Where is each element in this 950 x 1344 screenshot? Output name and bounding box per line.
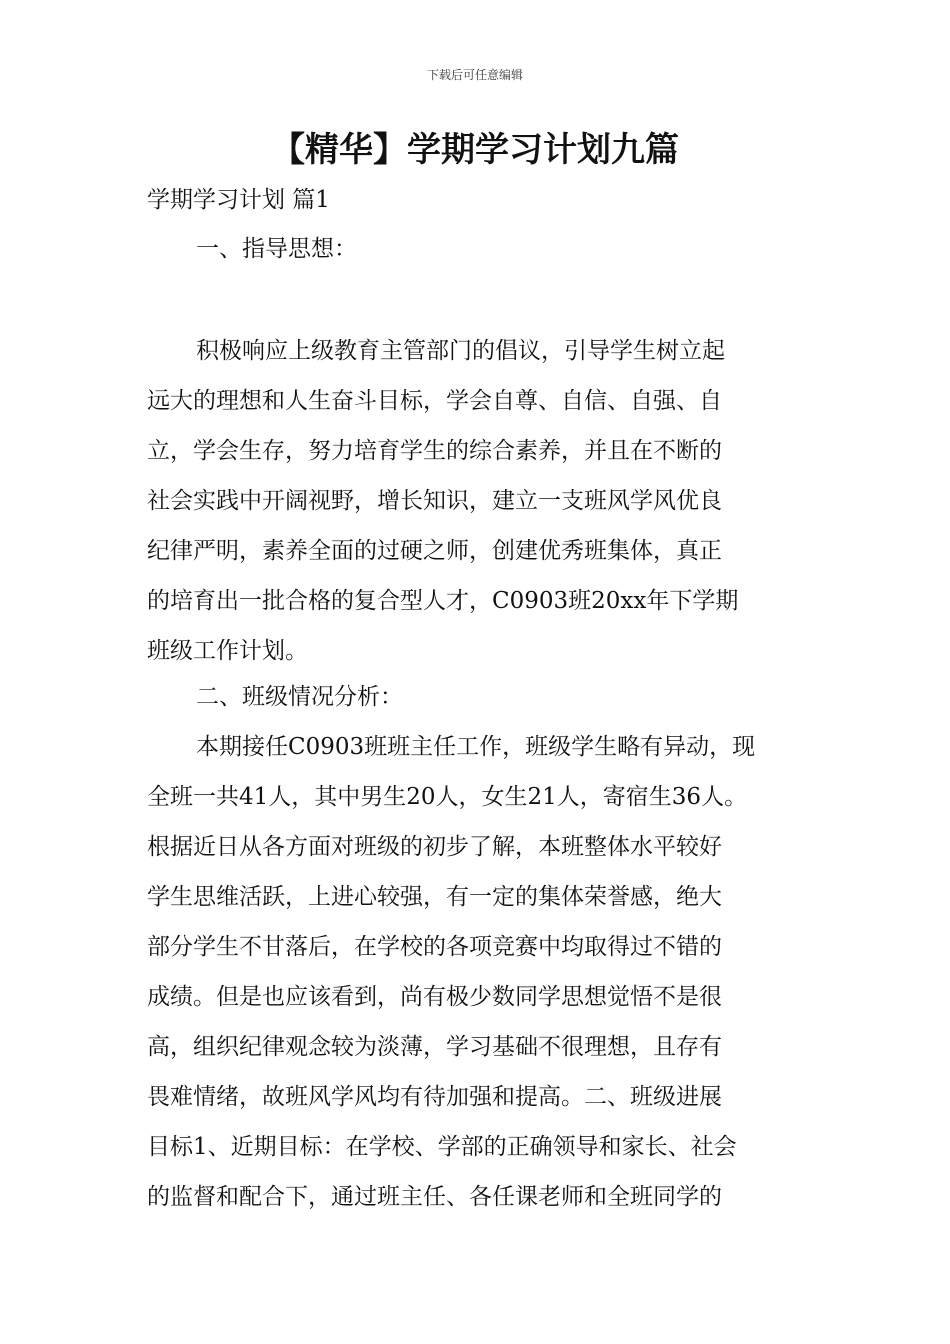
paragraph-line: 社会实践中开阔视野，增长知识，建立一支班风学风优良 bbox=[147, 488, 722, 514]
paragraph-line: 成绩。但是也应该看到，尚有极少数同学思想觉悟不是很 bbox=[147, 984, 722, 1010]
paragraph-line: 远大的理想和人生奋斗目标，学会自尊、自信、自强、自 bbox=[147, 388, 722, 414]
paragraph-guiding-ideology bbox=[147, 326, 807, 676]
document-title: 【精华】学期学习计划九篇 bbox=[271, 130, 679, 170]
paragraph-line: 班级工作计划。 bbox=[147, 638, 308, 664]
paragraph-line: 的监督和配合下，通过班主任、各任课老师和全班同学的 bbox=[147, 1184, 722, 1210]
section-subtitle: 学期学习计划 篇1 bbox=[147, 187, 330, 213]
heading-guiding-ideology: 一、指导思想： bbox=[196, 236, 357, 262]
paragraph-line: 高，组织纪律观念较为淡薄，学习基础不很理想，且存有 bbox=[147, 1034, 722, 1060]
paragraph-line: 立，学会生存，努力培育学生的综合素养，并且在不断的 bbox=[147, 438, 722, 464]
paragraph-class-analysis bbox=[147, 722, 807, 1222]
paragraph-line: 纪律严明，素养全面的过硬之师，创建优秀班集体，真正 bbox=[147, 538, 722, 564]
paragraph-line: 的培育出一批合格的复合型人才，C0903班20xx年下学期 bbox=[147, 588, 739, 614]
header-note: 下载后可任意编辑 bbox=[426, 68, 523, 82]
heading-class-analysis: 二、班级情况分析： bbox=[196, 684, 403, 710]
paragraph-line: 积极响应上级教育主管部门的倡议，引导学生树立起 bbox=[196, 338, 725, 364]
paragraph-line: 全班一共41人，其中男生20人，女生21人，寄宿生36人。 bbox=[147, 784, 748, 810]
paragraph-line: 畏难情绪，故班风学风均有待加强和提高。二、班级进展 bbox=[147, 1084, 722, 1110]
paragraph-line: 目标1、近期目标：在学校、学部的正确领导和家长、社会 bbox=[147, 1134, 737, 1160]
paragraph-line: 部分学生不甘落后，在学校的各项竞赛中均取得过不错的 bbox=[147, 934, 722, 960]
paragraph-line: 根据近日从各方面对班级的初步了解，本班整体水平较好 bbox=[147, 834, 722, 860]
paragraph-line: 学生思维活跃，上进心较强，有一定的集体荣誉感，绝大 bbox=[147, 884, 722, 910]
paragraph-line: 本期接任C0903班班主任工作，班级学生略有异动，现 bbox=[196, 734, 756, 760]
